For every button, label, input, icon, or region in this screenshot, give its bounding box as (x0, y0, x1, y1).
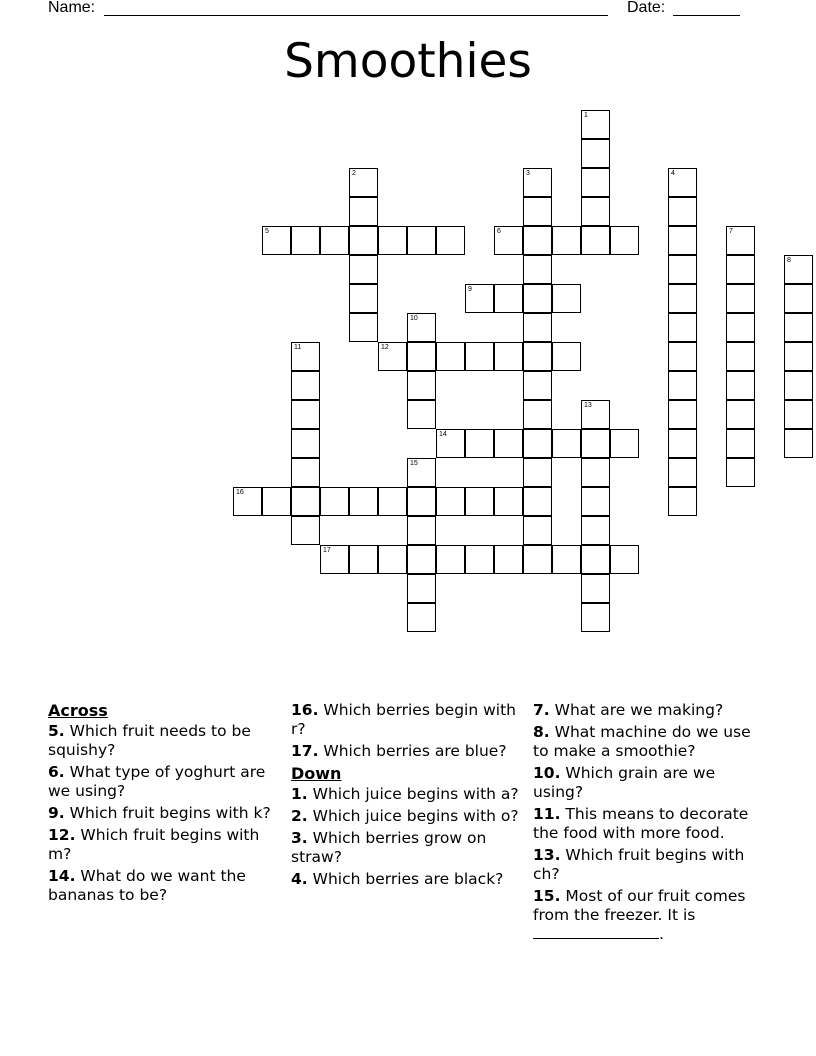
grid-cell[interactable] (581, 487, 610, 516)
grid-cell[interactable] (668, 168, 697, 197)
clues-column-3 (533, 701, 763, 947)
clue-across-5: 5. Which fruit needs to be squishy? (48, 722, 251, 759)
grid-cell[interactable] (407, 458, 436, 487)
grid-cell[interactable] (349, 313, 378, 342)
clue-down-10: 10. Which grain are we using? (533, 764, 716, 801)
clue-down-11: 11. This means to decorate the food with more food. (533, 805, 749, 842)
clue-number: 5 (265, 228, 269, 235)
grid-cell[interactable] (523, 516, 552, 545)
grid-cell[interactable] (581, 603, 610, 632)
clue-across-12: 12. Which fruit begins with m? (48, 826, 260, 863)
grid-cell[interactable] (668, 342, 697, 371)
grid-cell[interactable] (436, 226, 465, 255)
grid-cell[interactable] (726, 342, 755, 371)
grid-cell[interactable] (581, 139, 610, 168)
clue-number: 14 (439, 431, 447, 438)
grid-cell[interactable] (378, 226, 407, 255)
grid-cell[interactable] (523, 545, 552, 574)
grid-cell[interactable] (494, 342, 523, 371)
grid-cell[interactable] (407, 400, 436, 429)
grid-cell[interactable] (378, 545, 407, 574)
clue-down-15: 15. Most of our fruit comes from the freezer. It is . (533, 887, 746, 943)
grid-cell[interactable] (552, 545, 581, 574)
grid-cell[interactable] (581, 545, 610, 574)
grid-cell[interactable] (668, 487, 697, 516)
grid-cell[interactable] (668, 226, 697, 255)
grid-cell[interactable] (349, 487, 378, 516)
grid-cell[interactable] (407, 226, 436, 255)
grid-cell[interactable] (581, 429, 610, 458)
grid-cell[interactable] (494, 429, 523, 458)
grid-cell[interactable] (784, 429, 813, 458)
puzzle-title: Smoothies (284, 34, 532, 89)
clue-down-2: 2. Which juice begins with o? (291, 807, 519, 825)
grid-cell[interactable] (581, 458, 610, 487)
grid-cell[interactable] (291, 226, 320, 255)
grid-cell[interactable] (436, 429, 465, 458)
clue-down-7: 7. What are we making? (533, 701, 724, 719)
grid-cell[interactable] (407, 516, 436, 545)
clue-number: 11 (294, 344, 302, 351)
clue-number: 15 (410, 460, 418, 467)
grid-cell[interactable] (581, 574, 610, 603)
clue-number: 2 (352, 170, 356, 177)
grid-cell[interactable] (436, 487, 465, 516)
grid-cell[interactable] (291, 342, 320, 371)
down-heading: Down (291, 764, 342, 783)
clue-number: 12 (381, 344, 389, 351)
name-label: Name: (48, 0, 96, 16)
grid-cell[interactable] (523, 255, 552, 284)
clue-down-8: 8. What machine do we use to make a smoothie? (533, 723, 751, 760)
clue-number: 13 (584, 402, 592, 409)
grid-cell[interactable] (668, 313, 697, 342)
grid-cell[interactable] (726, 313, 755, 342)
grid-cell[interactable] (726, 226, 755, 255)
grid-cell[interactable] (349, 284, 378, 313)
grid-cell[interactable] (668, 400, 697, 429)
grid-cell[interactable] (668, 371, 697, 400)
clue-across-6: 6. What type of yoghurt are we using? (48, 763, 266, 800)
grid-cell[interactable] (436, 342, 465, 371)
grid-cell[interactable] (291, 400, 320, 429)
grid-cell[interactable] (523, 168, 552, 197)
grid-cell[interactable] (320, 545, 349, 574)
grid-cell[interactable] (610, 429, 639, 458)
clue-number: 16 (236, 489, 244, 496)
grid-cell[interactable] (784, 313, 813, 342)
clue-across-16: 16. Which berries begin with r? (291, 701, 516, 738)
clue-down-3: 3. Which berries grow on straw? (291, 829, 487, 866)
grid-cell[interactable] (581, 197, 610, 226)
grid-cell[interactable] (668, 429, 697, 458)
grid-cell[interactable] (784, 255, 813, 284)
grid-cell[interactable] (349, 197, 378, 226)
grid-cell[interactable] (407, 342, 436, 371)
grid-cell[interactable] (494, 284, 523, 313)
grid-cell[interactable] (784, 342, 813, 371)
grid-cell[interactable] (552, 429, 581, 458)
grid-cell[interactable] (581, 110, 610, 139)
grid-cell[interactable] (378, 342, 407, 371)
grid-cell[interactable] (610, 545, 639, 574)
clue-across-14: 14. What do we want the bananas to be? (48, 867, 246, 904)
grid-cell[interactable] (320, 487, 349, 516)
clue-number: 7 (729, 228, 733, 235)
grid-cell[interactable] (726, 255, 755, 284)
grid-cell[interactable] (523, 487, 552, 516)
grid-cell[interactable] (523, 342, 552, 371)
grid-cell[interactable] (465, 545, 494, 574)
grid-cell[interactable] (320, 226, 349, 255)
grid-cell[interactable] (523, 458, 552, 487)
clue-number: 17 (323, 547, 331, 554)
grid-cell[interactable] (552, 284, 581, 313)
grid-cell[interactable] (407, 371, 436, 400)
grid-cell[interactable] (726, 400, 755, 429)
grid-cell[interactable] (581, 400, 610, 429)
grid-cell[interactable] (407, 603, 436, 632)
grid-cell[interactable] (668, 197, 697, 226)
grid-cell[interactable] (523, 197, 552, 226)
clue-across-17: 17. Which berries are blue? (291, 742, 507, 760)
grid-cell[interactable] (523, 226, 552, 255)
grid-cell[interactable] (784, 284, 813, 313)
grid-cell[interactable] (262, 487, 291, 516)
clue-number: 9 (468, 286, 472, 293)
grid-cell[interactable] (581, 516, 610, 545)
grid-cell[interactable] (291, 429, 320, 458)
grid-cell[interactable] (552, 226, 581, 255)
grid-cell[interactable] (349, 545, 378, 574)
grid-cell[interactable] (407, 487, 436, 516)
grid-cell[interactable] (610, 226, 639, 255)
grid-cell[interactable] (407, 545, 436, 574)
grid-cell[interactable] (465, 284, 494, 313)
grid-cell[interactable] (407, 574, 436, 603)
clue-number: 1 (584, 112, 588, 119)
grid-cell[interactable] (291, 371, 320, 400)
grid-cell[interactable] (349, 168, 378, 197)
grid-cell[interactable] (784, 371, 813, 400)
grid-cell[interactable] (668, 284, 697, 313)
clue-number: 4 (671, 170, 675, 177)
clue-down-1: 1. Which juice begins with a? (291, 785, 519, 803)
clue-down-4: 4. Which berries are black? (291, 870, 504, 888)
grid-cell[interactable] (581, 168, 610, 197)
grid-cell[interactable] (262, 226, 291, 255)
clue-across-9: 9. Which fruit begins with k? (48, 804, 271, 822)
clue-number: 3 (526, 170, 530, 177)
grid-cell[interactable] (378, 487, 407, 516)
across-heading: Across (48, 701, 108, 720)
grid-cell[interactable] (291, 487, 320, 516)
grid-cell[interactable] (523, 400, 552, 429)
grid-cell[interactable] (523, 371, 552, 400)
grid-cell[interactable] (465, 487, 494, 516)
date-label: Date: (627, 0, 666, 16)
grid-cell[interactable] (349, 255, 378, 284)
grid-cell[interactable] (407, 313, 436, 342)
grid-cell[interactable] (784, 400, 813, 429)
grid-cell[interactable] (349, 226, 378, 255)
clue-number: 10 (410, 315, 418, 322)
clue-number: 8 (787, 257, 791, 264)
grid-cell[interactable] (494, 545, 523, 574)
grid-cell[interactable] (581, 226, 610, 255)
grid-cell[interactable] (494, 487, 523, 516)
grid-cell[interactable] (233, 487, 262, 516)
grid-cell[interactable] (494, 226, 523, 255)
grid-cell[interactable] (726, 284, 755, 313)
grid-cell[interactable] (291, 516, 320, 545)
grid-cell[interactable] (465, 342, 494, 371)
grid-cell[interactable] (523, 313, 552, 342)
grid-cell[interactable] (726, 371, 755, 400)
grid-cell[interactable] (523, 429, 552, 458)
grid-cell[interactable] (465, 429, 494, 458)
answer-blank (533, 926, 659, 939)
grid-cell[interactable] (726, 458, 755, 487)
clue-number: 6 (497, 228, 501, 235)
grid-cell[interactable] (291, 458, 320, 487)
clue-down-13: 13. Which fruit begins with ch? (533, 846, 745, 883)
grid-cell[interactable] (668, 255, 697, 284)
grid-cell[interactable] (668, 458, 697, 487)
grid-cell[interactable] (552, 342, 581, 371)
grid-cell[interactable] (726, 429, 755, 458)
clues-column-1 (48, 701, 278, 908)
grid-cell[interactable] (523, 284, 552, 313)
clues-column-2 (291, 701, 521, 892)
grid-cell[interactable] (436, 545, 465, 574)
